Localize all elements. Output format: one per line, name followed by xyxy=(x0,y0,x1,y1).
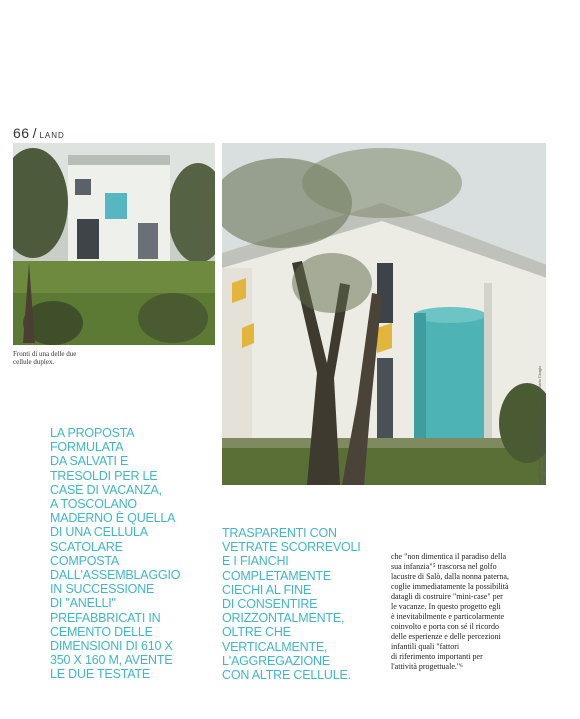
page-number: 66 xyxy=(13,125,30,141)
section-label: LAND xyxy=(39,131,65,140)
pull-quote-middle: TRASPARENTI CON VETRATE SCORREVOLI E I FIANCHI COMPLETAMENTE CIECHI AL FINE DI CONSENTIRE ORIZZONTALMENTE, OLTRE CHE VERTICALMENTE, L'AGGREGAZIONE CON ALTRE CELLULE. xyxy=(222,526,361,683)
photo-duplex-front xyxy=(13,143,215,345)
photo-building-cylinder xyxy=(222,143,546,485)
page-header xyxy=(13,125,65,143)
pull-quote-left: LA PROPOSTA FORMULATA DA SALVATI E TRESOLDI PER LE CASE DI VACANZA, A TOSCOLANO MADERNO È QUELLA DI UNA CELLULA SCATOLARE COMPOSTA DALL'ASSEMBLAGGIO IN SUCCESSIONE DI "ANELLI" PREFABBRICATI IN CEMENTO DELLE DIMENSIONI DI 610 X 350 X 160 M, AVENTE LE DUE TESTATE xyxy=(50,426,181,682)
header-separator: / xyxy=(32,125,37,141)
body-text-column: che "non dimentica il paradiso della sua infanzia"⁵ trascorsa nel golfo lacustre di Salò, dalla nonna paterna, coglie immediatamente la possibilità datagli di costruire "mini-case" per le vacanze. In questo progetto egli è inevitabilmente e particolarmente coinvolto e porta con sé il ricordo delle esperienze e delle percezioni infantili quali "fattori di riferimento importanti per l'attività progettuale."⁶ xyxy=(391,552,509,671)
photo-caption: Fronti di una delle due cellule duplex. xyxy=(13,350,77,366)
photo-credit: Antonio Piovan. Fotografie di Giorgio Casali - Piovan © Archivio Giorgio Casali - Università IUAV di Venezia xyxy=(537,365,546,485)
